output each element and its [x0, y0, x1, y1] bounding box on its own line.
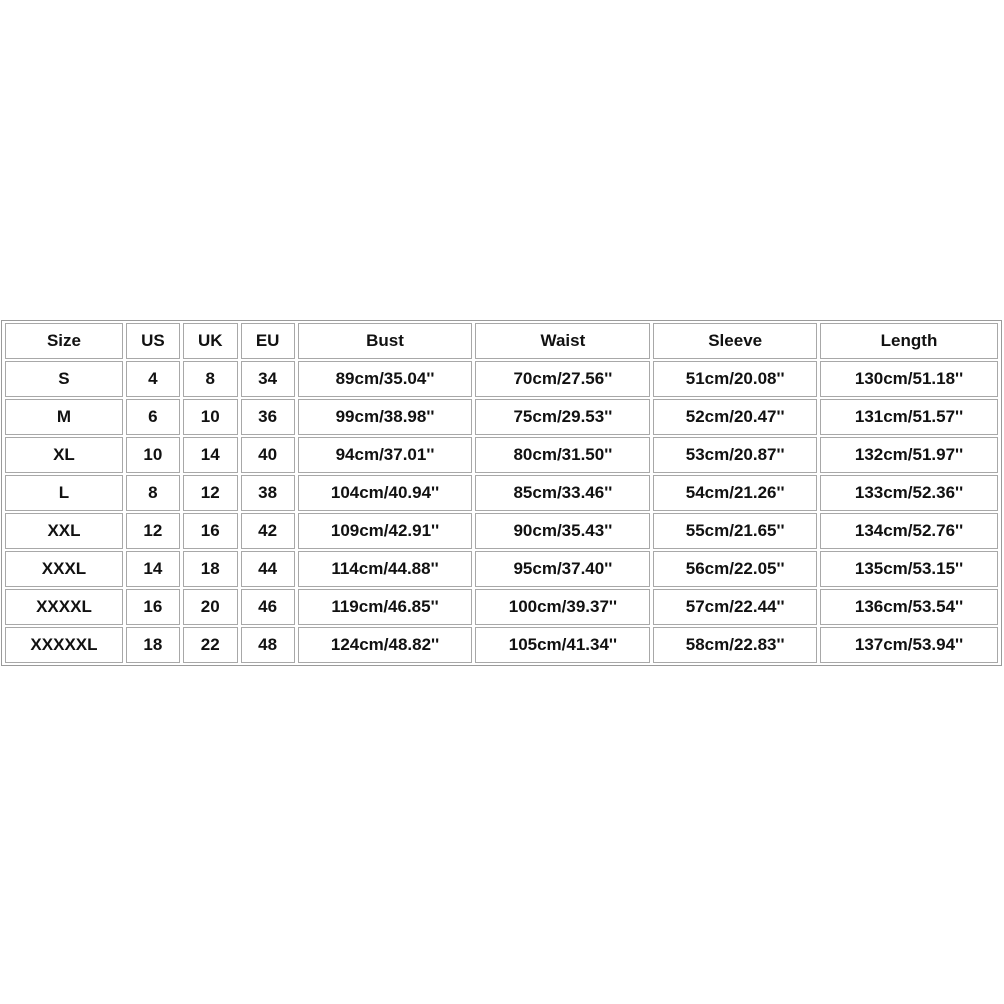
cell-bust: 99cm/38.98''	[298, 399, 473, 435]
cell-length: 135cm/53.15''	[820, 551, 998, 587]
cell-uk: 22	[183, 627, 238, 663]
cell-length: 133cm/52.36''	[820, 475, 998, 511]
cell-eu: 36	[241, 399, 295, 435]
cell-waist: 105cm/41.34''	[475, 627, 650, 663]
cell-size: XXXXXL	[5, 627, 123, 663]
cell-size: XL	[5, 437, 123, 473]
cell-uk: 20	[183, 589, 238, 625]
cell-uk: 14	[183, 437, 238, 473]
cell-waist: 80cm/31.50''	[475, 437, 650, 473]
header-size: Size	[5, 323, 123, 359]
header-eu: EU	[241, 323, 295, 359]
cell-bust: 94cm/37.01''	[298, 437, 473, 473]
cell-eu: 34	[241, 361, 295, 397]
cell-us: 6	[126, 399, 180, 435]
header-length: Length	[820, 323, 998, 359]
cell-us: 10	[126, 437, 180, 473]
cell-bust: 119cm/46.85''	[298, 589, 473, 625]
header-uk: UK	[183, 323, 238, 359]
cell-eu: 44	[241, 551, 295, 587]
cell-sleeve: 55cm/21.65''	[653, 513, 817, 549]
table-row	[5, 551, 998, 587]
header-us: US	[126, 323, 180, 359]
header-sleeve: Sleeve	[653, 323, 817, 359]
cell-waist: 100cm/39.37''	[475, 589, 650, 625]
cell-sleeve: 54cm/21.26''	[653, 475, 817, 511]
table-row	[5, 589, 998, 625]
cell-waist: 95cm/37.40''	[475, 551, 650, 587]
table-row	[5, 399, 998, 435]
cell-length: 130cm/51.18''	[820, 361, 998, 397]
cell-length: 131cm/51.57''	[820, 399, 998, 435]
cell-us: 8	[126, 475, 180, 511]
table-row	[5, 361, 998, 397]
cell-size: S	[5, 361, 123, 397]
cell-bust: 124cm/48.82''	[298, 627, 473, 663]
cell-waist: 90cm/35.43''	[475, 513, 650, 549]
cell-length: 136cm/53.54''	[820, 589, 998, 625]
cell-sleeve: 53cm/20.87''	[653, 437, 817, 473]
size-chart-table	[1, 320, 1002, 666]
header-row	[5, 323, 998, 359]
cell-us: 14	[126, 551, 180, 587]
table-row	[5, 437, 998, 473]
cell-size: M	[5, 399, 123, 435]
cell-sleeve: 51cm/20.08''	[653, 361, 817, 397]
table-row	[5, 475, 998, 511]
cell-uk: 12	[183, 475, 238, 511]
cell-size: XXXL	[5, 551, 123, 587]
cell-eu: 42	[241, 513, 295, 549]
cell-eu: 48	[241, 627, 295, 663]
cell-us: 4	[126, 361, 180, 397]
cell-uk: 16	[183, 513, 238, 549]
header-bust: Bust	[298, 323, 473, 359]
cell-length: 132cm/51.97''	[820, 437, 998, 473]
cell-uk: 10	[183, 399, 238, 435]
table-row	[5, 513, 998, 549]
cell-sleeve: 56cm/22.05''	[653, 551, 817, 587]
cell-bust: 104cm/40.94''	[298, 475, 473, 511]
cell-waist: 85cm/33.46''	[475, 475, 650, 511]
cell-sleeve: 57cm/22.44''	[653, 589, 817, 625]
cell-sleeve: 58cm/22.83''	[653, 627, 817, 663]
cell-uk: 8	[183, 361, 238, 397]
cell-bust: 114cm/44.88''	[298, 551, 473, 587]
cell-sleeve: 52cm/20.47''	[653, 399, 817, 435]
cell-size: XXXXL	[5, 589, 123, 625]
cell-eu: 46	[241, 589, 295, 625]
cell-bust: 89cm/35.04''	[298, 361, 473, 397]
header-waist: Waist	[475, 323, 650, 359]
cell-length: 137cm/53.94''	[820, 627, 998, 663]
cell-length: 134cm/52.76''	[820, 513, 998, 549]
table-row	[5, 627, 998, 663]
cell-eu: 40	[241, 437, 295, 473]
cell-us: 18	[126, 627, 180, 663]
cell-us: 16	[126, 589, 180, 625]
cell-uk: 18	[183, 551, 238, 587]
cell-bust: 109cm/42.91''	[298, 513, 473, 549]
cell-waist: 70cm/27.56''	[475, 361, 650, 397]
cell-waist: 75cm/29.53''	[475, 399, 650, 435]
cell-size: L	[5, 475, 123, 511]
cell-eu: 38	[241, 475, 295, 511]
cell-us: 12	[126, 513, 180, 549]
cell-size: XXL	[5, 513, 123, 549]
